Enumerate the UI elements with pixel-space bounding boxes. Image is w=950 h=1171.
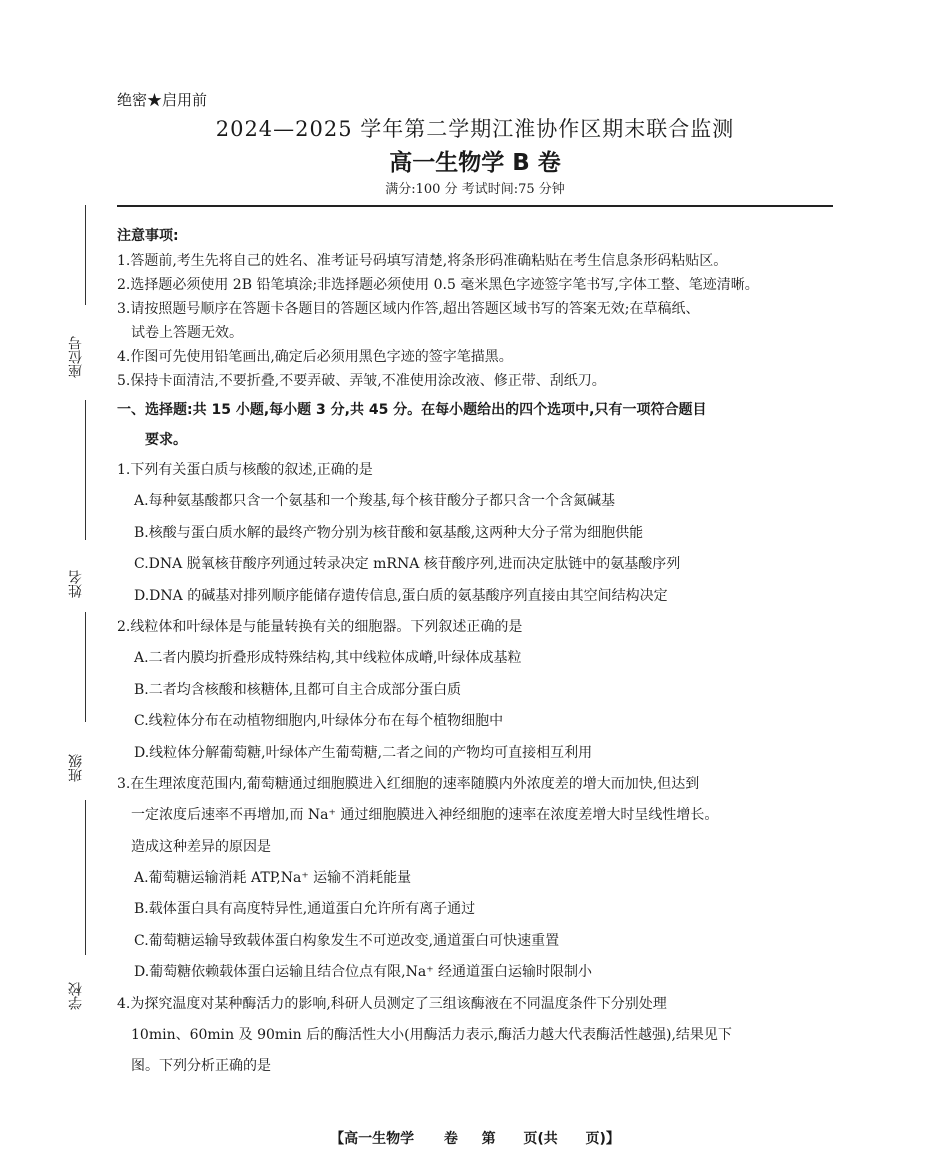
confidential-label: 绝密★启用前 <box>117 91 208 109</box>
question-stem: 1.下列有关蛋白质与核酸的叙述,正确的是 <box>117 462 373 478</box>
exam-title: 2024—2025 学年第二学期江淮协作区期末联合监测 <box>215 117 735 141</box>
school-label: 学校 <box>68 982 84 1010</box>
option-c: C.葡萄糖运输导致载体蛋白构象发生不可逆改变,通道蛋白可快速重置 <box>134 932 560 949</box>
margin-line <box>85 612 86 722</box>
question-2 <box>117 612 837 769</box>
question-stem: 4.为探究温度对某种酶活力的影响,科研人员测定了三组该酶液在不同温度条件下分别处理 <box>117 995 667 1012</box>
option-a: A.每种氨基酸都只含一个氨基和一个羧基,每个核苷酸分子都只含一个含氮碱基 <box>134 493 616 510</box>
page-footer <box>0 1128 950 1148</box>
option-c: C.DNA 脱氧核苷酸序列通过转录决定 mRNA 核苷酸序列,进而决定肽链中的氨基酸序列 <box>134 556 681 573</box>
question-stem: 10min、60min 及 90min 后的酶活性大小(用酶活力表示,酶活力越大代表酶活性越强),结果见下 <box>131 1027 732 1044</box>
footer-page-total: 页(共 <box>523 1131 558 1147</box>
notice-line: 4.作图可先使用铅笔画出,确定后必须用黑色字迹的签字笔描黑。 <box>117 349 513 365</box>
section-line: 要求。 <box>145 432 187 448</box>
option-d: D.线粒体分解葡萄糖,叶绿体产生葡萄糖,二者之间的产物均可直接相互利用 <box>134 744 593 761</box>
question-1 <box>117 455 837 612</box>
subject-title: 高一生物学 B 卷 <box>389 150 561 176</box>
question-3 <box>117 769 837 989</box>
margin-line <box>85 205 86 305</box>
footer-subject: 【高一生物学 <box>330 1131 415 1147</box>
question-stem: 图。下列分析正确的是 <box>131 1058 271 1075</box>
section-heading <box>117 395 837 455</box>
notice-line: 1.答题前,考生先将自己的姓名、准考证号码填写清楚,将条形码准确粘贴在考生信息条形码粘贴区。 <box>117 253 728 269</box>
option-a: A.二者内膜均折叠形成特殊结构,其中线粒体成嵴,叶绿体成基粒 <box>134 650 522 667</box>
name-label: 姓名 <box>68 570 84 598</box>
notice-line: 5.保持卡面清洁,不要折叠,不要弄破、弄皱,不准使用涂改液、修正带、刮纸刀。 <box>117 373 606 389</box>
question-stem: 一定浓度后速率不再增加,而 Na⁺ 通过细胞膜进入神经细胞的速率在浓度差增大时呈线性增长。 <box>131 807 719 824</box>
option-d: D.DNA 的碱基对排列顺序能储存遗传信息,蛋白质的氨基酸序列直接由其空间结构决定 <box>134 587 668 604</box>
notice-line: 3.请按照题号顺序在答题卡各题目的答题区域内作答,超出答题区域书写的答案无效;在草稿纸、 <box>117 301 700 317</box>
notice-heading: 注意事项: <box>117 228 179 244</box>
class-label: 班级 <box>68 754 84 782</box>
option-a: A.葡萄糖运输消耗 ATP,Na⁺ 运输不消耗能量 <box>134 870 412 887</box>
option-b: B.二者均含核酸和核糖体,且都可自主合成部分蛋白质 <box>134 681 462 698</box>
margin-line <box>85 400 86 540</box>
question-stem: 3.在生理浓度范围内,葡萄糖通过细胞膜进入红细胞的速率随膜内外浓度差的增大而加快,但达到 <box>117 775 700 792</box>
header-rule <box>117 205 833 207</box>
footer-page-prefix: 第 <box>481 1131 496 1147</box>
option-b: B.载体蛋白具有高度特异性,通道蛋白允许所有离子通过 <box>134 901 476 918</box>
footer-volume: 卷 <box>443 1131 458 1147</box>
question-4 <box>117 989 837 1083</box>
footer-end: 页)】 <box>585 1131 620 1147</box>
notice-line: 试卷上答题无效。 <box>131 325 243 341</box>
seat-number-label: 座位号 <box>68 336 84 378</box>
exam-content <box>117 225 837 1083</box>
question-stem: 2.线粒体和叶绿体是与能量转换有关的细胞器。下列叙述正确的是 <box>117 618 523 635</box>
margin-line <box>85 800 86 955</box>
section-line: 一、选择题:共 15 小题,每小题 3 分,共 45 分。在每小题给出的四个选项中,只有一项符合题目 <box>117 402 707 418</box>
question-stem: 造成这种差异的原因是 <box>131 838 271 855</box>
exam-meta: 满分:100 分 考试时间:75 分钟 <box>385 182 565 197</box>
notice-line: 2.选择题必须使用 2B 铅笔填涂;非选择题必须使用 0.5 毫米黑色字迹签字笔书写,字体工整、笔迹清晰。 <box>117 277 759 293</box>
option-c: C.线粒体分布在动植物细胞内,叶绿体分布在每个植物细胞中 <box>134 713 504 730</box>
option-b: B.核酸与蛋白质水解的最终产物分别为核苷酸和氨基酸,这两种大分子常为细胞供能 <box>134 524 644 541</box>
option-d: D.葡萄糖依赖载体蛋白运输且结合位点有限,Na⁺ 经通道蛋白运输时限制小 <box>134 964 593 981</box>
